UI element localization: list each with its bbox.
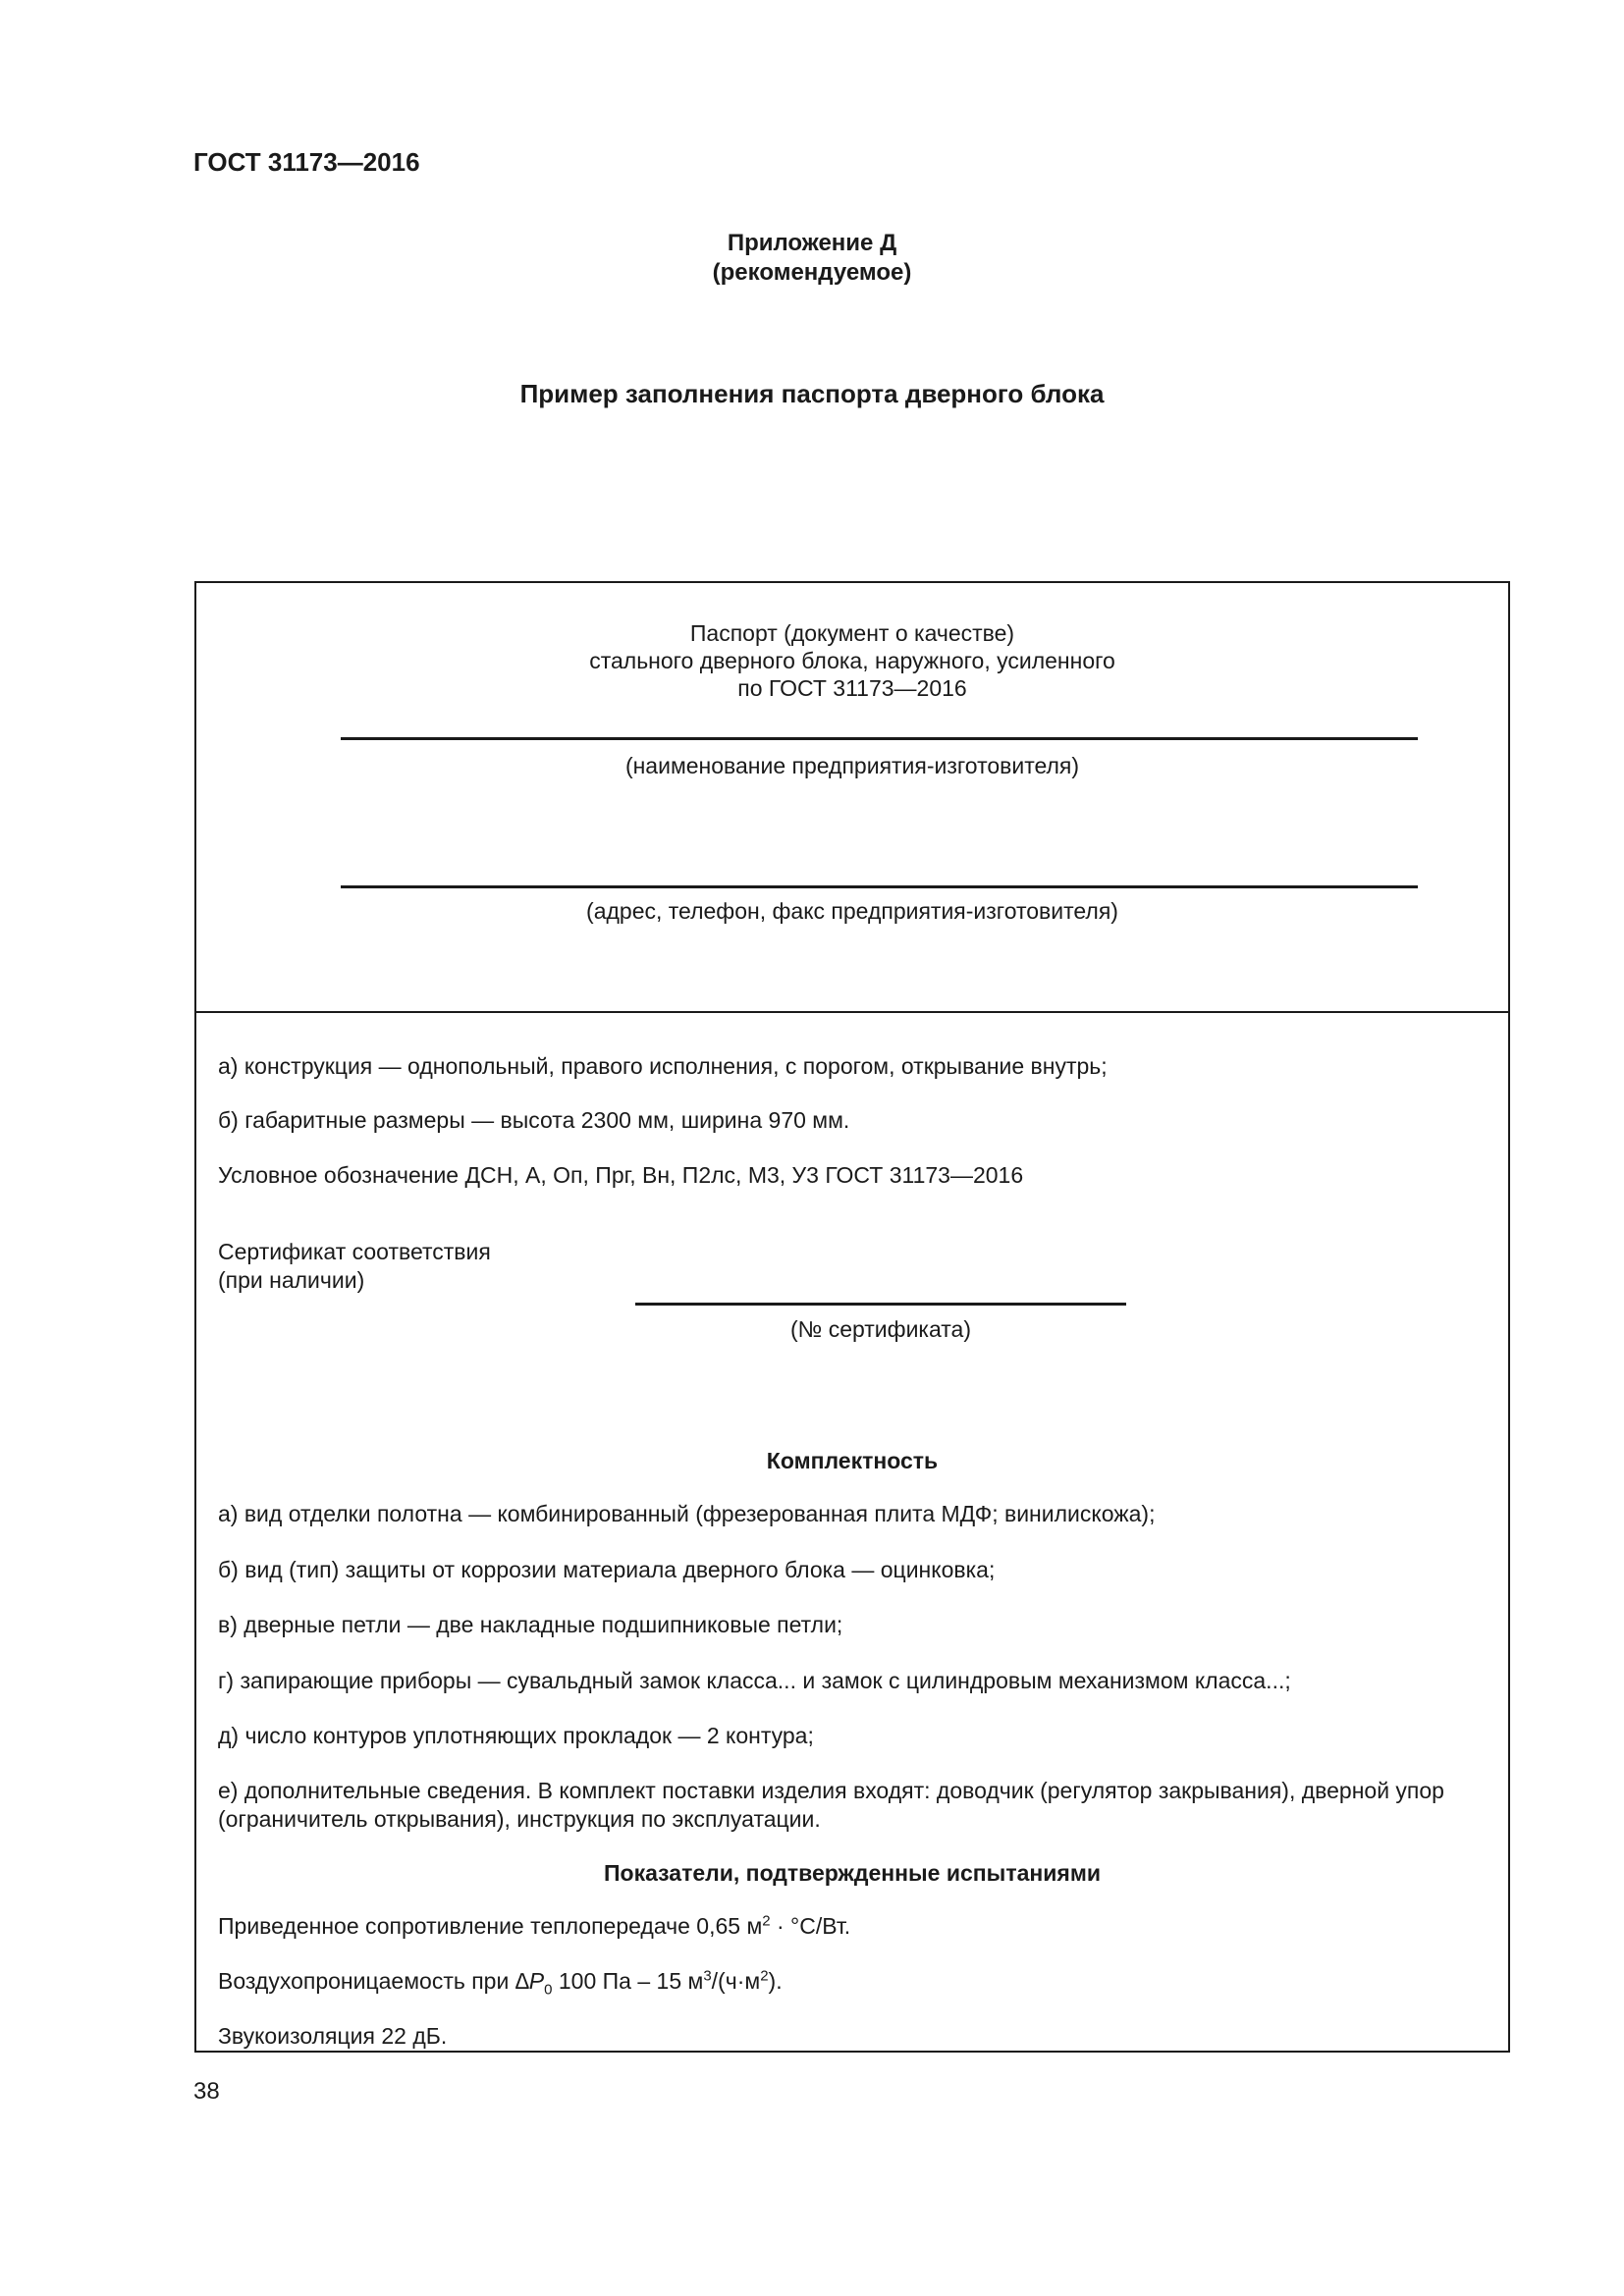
completeness-item: д) число контуров уплотняющих прокладок — 2 контура;	[218, 1723, 814, 1748]
completeness-item: б) вид (тип) защиты от коррозии материала дверного блока — оцинковка;	[218, 1557, 996, 1582]
manufacturer-line	[341, 737, 1418, 740]
annex-type: (рекомендуемое)	[712, 259, 912, 286]
spec-construction: а) конструкция — однопольный, правого исполнения, с порогом, открывание внутрь;	[218, 1053, 1108, 1079]
test-thermal-resistance: Приведенное сопротивление теплопередаче 0,65 $м^2 \cdot ^\circ С/Вт$.	[218, 1912, 851, 1939]
annex-title: Приложение Д	[727, 230, 897, 256]
certificate-line	[635, 1303, 1126, 1306]
test-air-permeability: Воздухопроницаемость при $\Delta P_0$ 100 Па – 15 $м^3/(ч\cdot м^2)$.	[218, 1967, 783, 1999]
address-caption: (адрес, телефон, факс предприятия-изготовителя)	[586, 898, 1118, 924]
completeness-item: г) запирающие приборы — сувальдный замок класса... и замок с цилиндровым механизмом класса...;	[218, 1668, 1291, 1693]
test-sound-insulation: Звукоизоляция 22 дБ.	[218, 2023, 448, 2049]
completeness-heading: Комплектность	[766, 1448, 939, 1473]
certificate-caption: (№ сертификата)	[789, 1316, 972, 1342]
spec-designation: Условное обозначение ДСН, А, Оп, Прг, Вн, П2лс, М3, У3 ГОСТ 31173—2016	[218, 1162, 1024, 1188]
certificate-label-1: Сертификат соответствия	[218, 1239, 491, 1264]
tests-heading: Показатели, подтвержденные испытаниями	[604, 1860, 1101, 1886]
completeness-item: в) дверные петли — две накладные подшипниковые петли;	[218, 1612, 843, 1637]
certificate-label-2: (при наличии)	[218, 1267, 365, 1293]
document-title: Пример заполнения паспорта дверного блока	[519, 379, 1105, 408]
manufacturer-caption: (наименование предприятия-изготовителя)	[624, 753, 1080, 778]
completeness-item: е) дополнительные сведения. В комплект поставки изделия входят: доводчик (регулятор закрывания), дверной упор (ограничитель открывания), инструкция по эксплуатации.	[218, 1778, 1444, 1832]
address-line	[341, 885, 1418, 888]
page-number: 38	[193, 2078, 220, 2105]
completeness-item: а) вид отделки полотна — комбинированный (фрезерованная плита МДФ; винилискожа);	[218, 1501, 1156, 1526]
passport-title-line-3: по ГОСТ 31173—2016	[737, 675, 967, 701]
spec-dimensions: б) габаритные размеры — высота 2300 мм, ширина 970 мм.	[218, 1107, 850, 1133]
standard-number: ГОСТ 31173—2016	[193, 147, 420, 177]
frame-divider	[194, 1011, 1510, 1013]
passport-title-line-1: Паспорт (документ о качестве)	[689, 620, 1015, 646]
passport-title-line-2: стального дверного блока, наружного, усиленного	[589, 648, 1115, 673]
